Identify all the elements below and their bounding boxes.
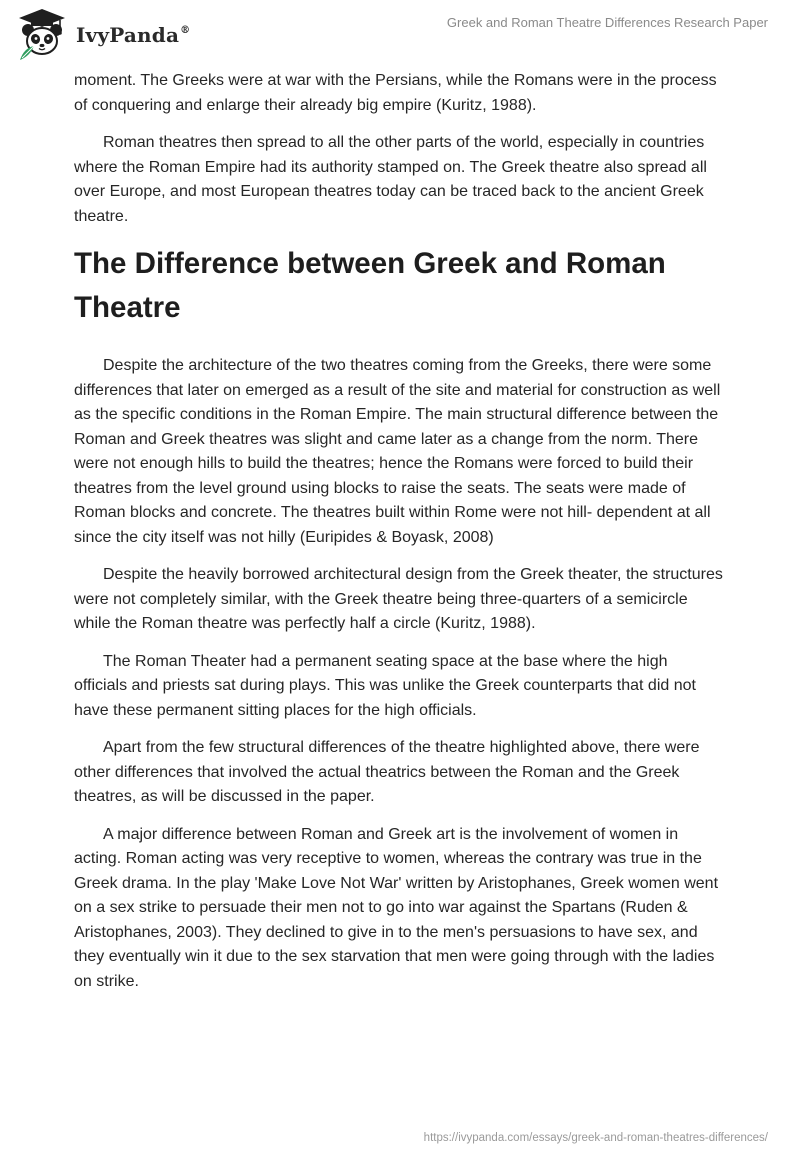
source-url[interactable]: https://ivypanda.com/essays/greek-and-roman-theatres-differences/ bbox=[423, 1132, 768, 1144]
paragraph: Despite the architecture of the two theatres coming from the Greeks, there were some differences that later on emerged as a result of the site and material for construction as well as the specific conditions in the Roman Empire. The main structural difference between the Roman and Greek theatres was slight and came later as a change from the norm. There were not enough hills to build the theatres; hence the Romans were forced to build their theatres from the level ground using blocks to raise the seats. The seats were made of Roman blocks and concrete. The theatres built within Rome were not hill- dependent at all since the city itself was not hilly (Euripides & Boyask, 2008) bbox=[74, 357, 721, 546]
ivypanda-logo[interactable] bbox=[14, 6, 190, 62]
panda-graduate-icon bbox=[14, 6, 70, 62]
registered-mark: ® bbox=[180, 25, 191, 36]
paragraph: Roman theatres then spread to all the other parts of the world, especially in countries where the Roman Empire had its authority stamped on. The Greek theatre also spread all over Europe, and most European theatres today can be traced back to the ancient Greek theatre. bbox=[74, 134, 707, 225]
paragraph: Despite the heavily borrowed architectural design from the Greek theater, the structures were not completely similar, with the Greek theatre being three-quarters of a semicircle while the Roman theatre was perfectly half a circle (Kuritz, 1988). bbox=[74, 566, 723, 632]
paragraph: A major difference between Roman and Greek art is the involvement of women in acting. Roman acting was very receptive to women, whereas the contrary was true in the Greek drama. In the play 'Make Love Not War' written by Aristophanes, Greek women went on a sex strike to persuade their men not to go into war against the Spartans (Ruden & Aristophanes, 2003). They declined to give in to the men's persuasions to have sex, and they eventually win it due to the sex starvation that men were going through with the ladies on strike. bbox=[74, 825, 719, 990]
paragraph: moment. The Greeks were at war with the Persians, while the Romans were in the process of conquering and enlarge their already big empire (Kuritz, 1988). bbox=[74, 72, 717, 114]
document-title: Greek and Roman Theatre Differences Research Paper bbox=[446, 15, 768, 30]
article-body bbox=[74, 69, 724, 1007]
page-header bbox=[0, 0, 800, 70]
section-heading: The Difference between Greek and Roman Theatre bbox=[74, 247, 666, 324]
paragraph: The Roman Theater had a permanent seating space at the base where the high officials and priests sat during plays. This was unlike the Greek counterparts that did not have these permanent sitting places for the high officials. bbox=[74, 652, 696, 719]
brand-name: IvyPanda® bbox=[76, 23, 191, 47]
paragraph: Apart from the few structural differences of the theatre highlighted above, there were other differences that involved the actual theatrics between the Roman and the Greek theatres, as will be discussed in the paper. bbox=[74, 739, 700, 805]
